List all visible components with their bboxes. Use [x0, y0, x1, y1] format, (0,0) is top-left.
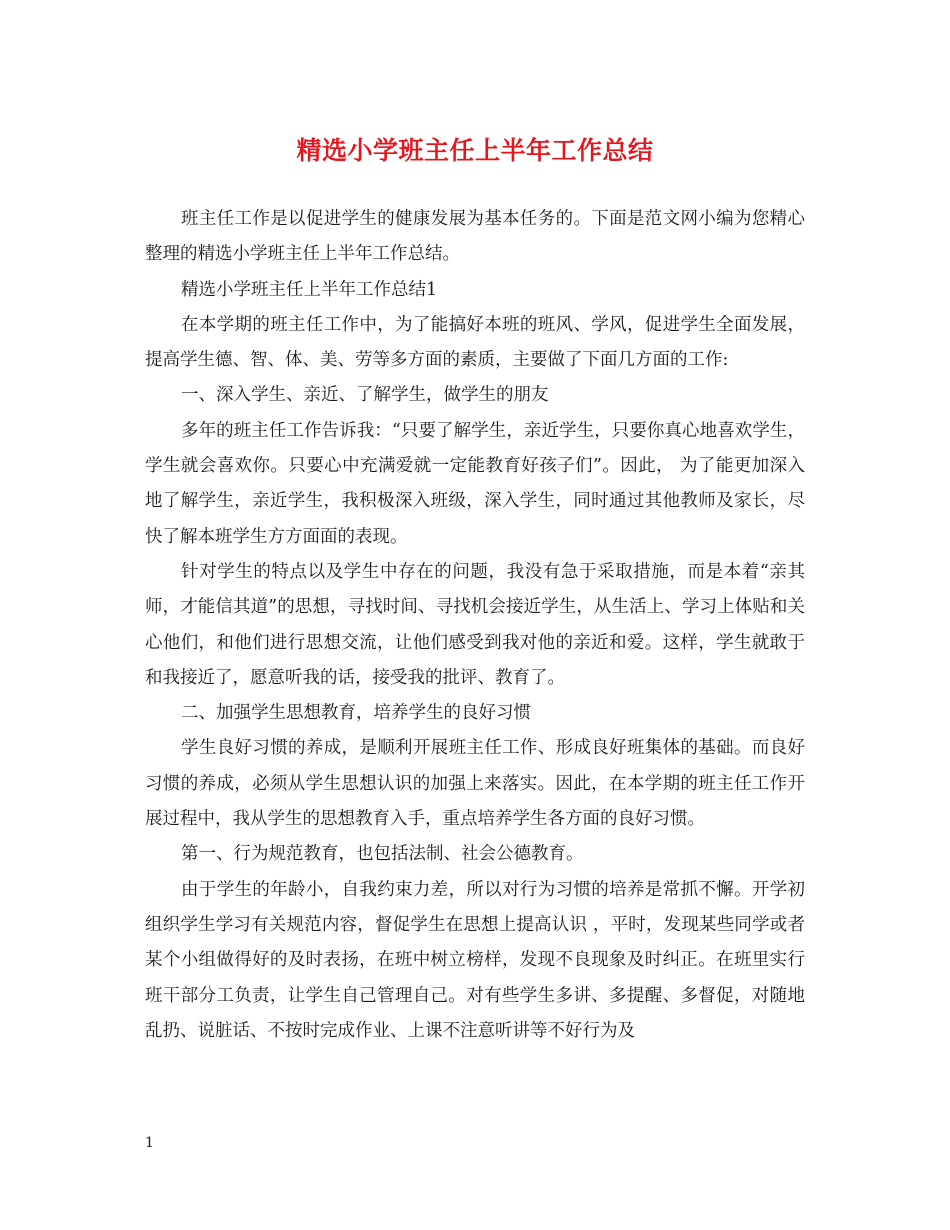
paragraph: 由于学生的年龄小，自我约束力差，所以对行为习惯的培养是常抓不懈。开学初组织学生学习有关规范内容，督促学生在思想上提高认识 ，平时，发现某些同学或者某个小组做得好的及时表扬，在班中树立榜样，发现不良现象及时纠正。在班里实行班干部分工负责，让学生自己管理自己。对有些学生多讲、多提醒、多督促，对随地乱扔、说脏话、不按时完成作业、上课不注意听讲等不好行为及 [145, 879, 805, 1041]
section-heading: 二、加强学生思想教育，培养学生的良好习惯 [181, 703, 531, 724]
paragraph: 学生良好习惯的养成，是顺利开展班主任工作、形成良好班集体的基础。而良好习惯的养成，必须从学生思想认识的加强上来落实。因此，在本学期的班主任工作开展过程中，我从学生的思想教育入手，重点培养学生各方面的良好习惯。 [145, 738, 805, 830]
paragraph-intro: 班主任工作是以促进学生的健康发展为基本任务的。下面是范文网小编为您精心整理的精选小学班主任上半年工作总结。 [145, 209, 805, 265]
paragraph: 针对学生的特点以及学生中存在的问题，我没有急于采取措施，而是本着“亲其师，才能信其道”的思想，寻找时间、寻找机会接近学生，从生活上、学习上体贴和关心他们，和他们进行思想交流，让他们感受到我对他的亲近和爱。这样，学生就敢于和我接近了，愿意听我的话，接受我的批评、教育了。 [145, 561, 805, 688]
page-number: 1 [145, 1135, 154, 1151]
document-title: 精选小学班主任上半年工作总结 [296, 136, 654, 165]
paragraph-subtitle: 精选小学班主任上半年工作总结1 [181, 279, 438, 300]
paragraph: 多年的班主任工作告诉我：“只要了解学生，亲近学生，只要你真心地喜欢学生，学生就会喜欢你。只要心中充满爱就一定能教育好孩子们”。因此， 为了能更加深入地了解学生，亲近学生，我积极深入班级，深入学生，同时通过其他教师及家长，尽快了解本班学生方方面面的表现。 [145, 420, 805, 547]
document-body [145, 202, 805, 1049]
sub-heading: 第一、行为规范教育，也包括法制、社会公德教育。 [181, 844, 584, 865]
section-heading: 一、深入学生、亲近、了解学生，做学生的朋友 [181, 385, 549, 406]
paragraph: 在本学期的班主任工作中，为了能搞好本班的班风、学风，促进学生全面发展，提高学生德、智、体、美、劳等多方面的素质，主要做了下面几方面的工作: [145, 314, 805, 371]
